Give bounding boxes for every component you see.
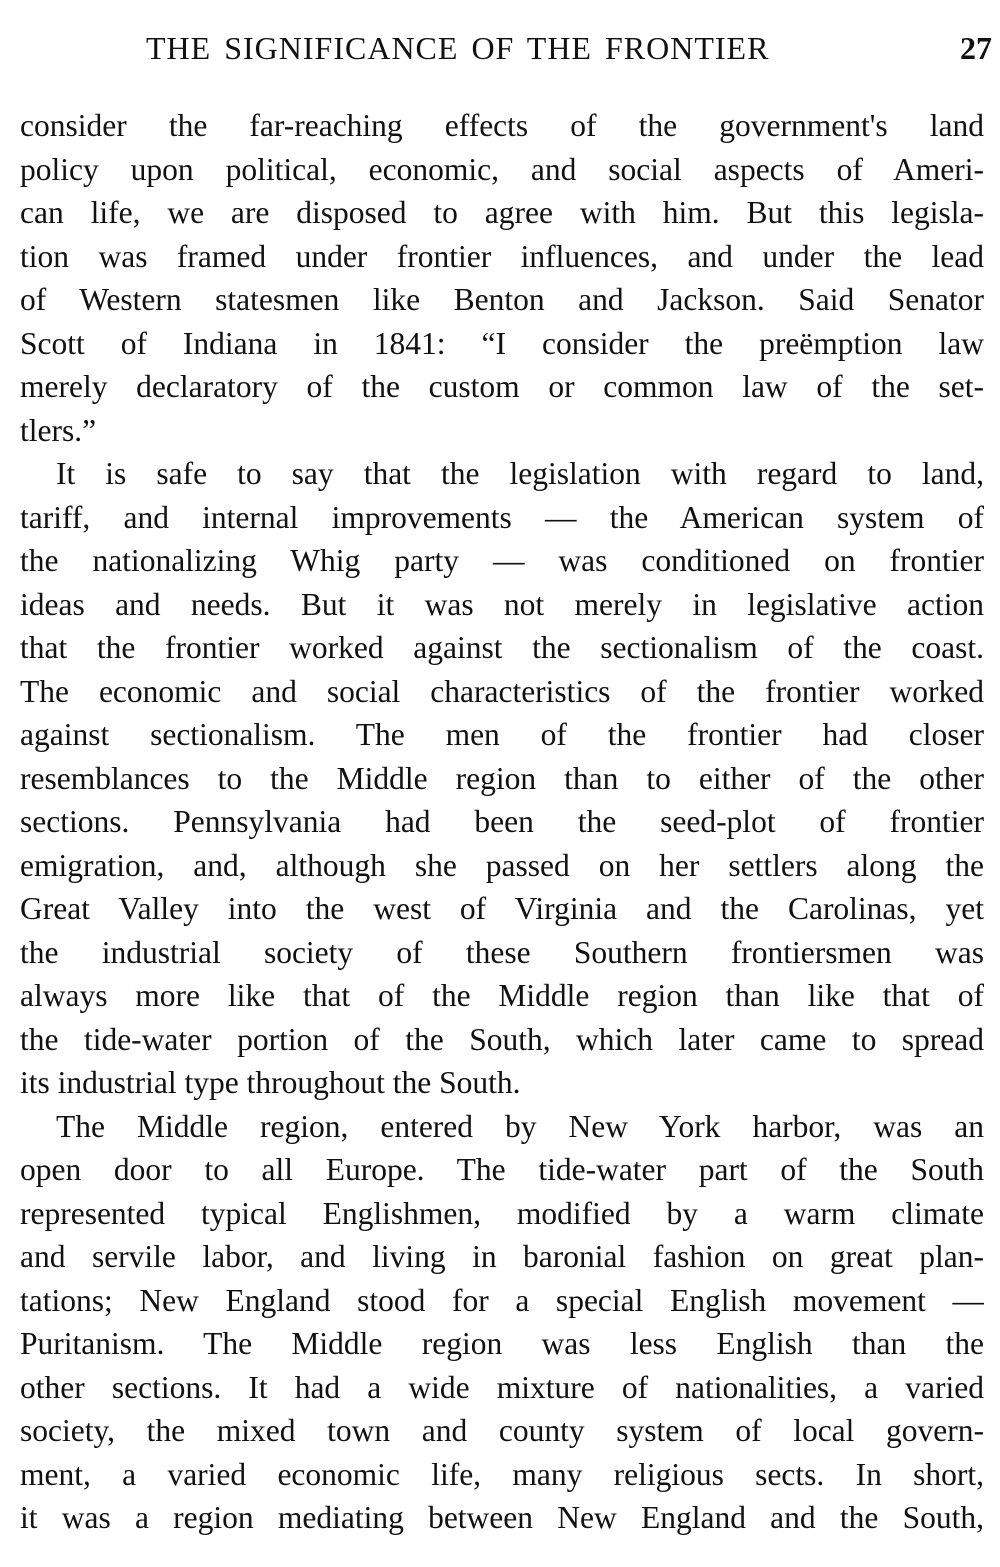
text-line: that the frontier worked against the sectionalism of the coast.: [20, 630, 984, 665]
text-line: the tide-water portion of the South, which later came to spread: [20, 1021, 984, 1057]
paragraph-2: [20, 452, 984, 1105]
text-line: the industrial society of these Southern frontiersmen was: [20, 934, 984, 970]
text-line: it was a region mediating between New England and the South,: [20, 1500, 984, 1535]
text-line: the nationalizing Whig party — was conditioned on frontier: [20, 543, 984, 578]
text-line: and servile labor, and living in baronial fashion on great plan-: [20, 1239, 984, 1274]
text-line: emigration, and, although she passed on her settlers along the: [20, 847, 984, 883]
text-line: tion was framed under frontier influences, and under the lead: [20, 238, 984, 274]
text-line: Scott of Indiana in 1841: “I consider the preëmption law: [20, 325, 984, 361]
text-line: always more like that of the Middle region than like that of: [20, 978, 984, 1013]
book-page: [20, 0, 992, 1567]
text-line: The economic and social characteristics of the frontier worked: [20, 673, 984, 709]
running-head: [20, 26, 992, 70]
text-line: Puritanism. The Middle region was less English than the: [20, 1326, 984, 1361]
text-line: against sectionalism. The men of the frontier had closer: [20, 717, 984, 752]
text-line: tations; New England stood for a special English movement —: [20, 1282, 984, 1318]
text-line: open door to all Europe. The tide-water part of the South: [20, 1152, 984, 1187]
running-title: THE SIGNIFICANCE OF THE FRONTIER: [146, 30, 770, 66]
text-line: society, the mixed town and county system of local govern-: [20, 1413, 984, 1448]
text-line: its industrial type throughout the South.: [20, 1065, 521, 1100]
text-line: of Western statesmen like Benton and Jackson. Said Senator: [20, 282, 984, 317]
text-line: Great Valley into the west of Virginia and the Carolinas, yet: [20, 891, 984, 926]
text-line: consider the far-reaching effects of the government's land: [20, 108, 984, 143]
text-line: sections. Pennsylvania had been the seed-plot of frontier: [20, 804, 984, 839]
text-line: The Middle region, entered by New York harbor, was an: [56, 1108, 984, 1144]
body-text: [20, 104, 984, 1540]
text-line: can life, we are disposed to agree with him. But this legisla-: [20, 195, 984, 230]
paragraph-1: [20, 104, 984, 452]
text-line: other sections. It had a wide mixture of nationalities, a varied: [20, 1369, 984, 1405]
text-line: ideas and needs. But it was not merely in legislative action: [20, 586, 984, 622]
text-line: resemblances to the Middle region than to either of the other: [20, 760, 984, 796]
text-line: It is safe to say that the legislation with regard to land,: [56, 456, 984, 491]
text-line: policy upon political, economic, and social aspects of Ameri-: [20, 151, 984, 187]
text-line: tlers.”: [20, 412, 97, 448]
page-number: 27: [960, 30, 992, 66]
text-line: tariff, and internal improvements — the American system of: [20, 499, 984, 535]
text-line: ment, a varied economic life, many religious sects. In short,: [20, 1456, 984, 1492]
text-line: merely declaratory of the custom or common law of the set-: [20, 369, 984, 404]
text-line: represented typical Englishmen, modified by a warm climate: [20, 1195, 984, 1231]
paragraph-3: [20, 1105, 984, 1540]
